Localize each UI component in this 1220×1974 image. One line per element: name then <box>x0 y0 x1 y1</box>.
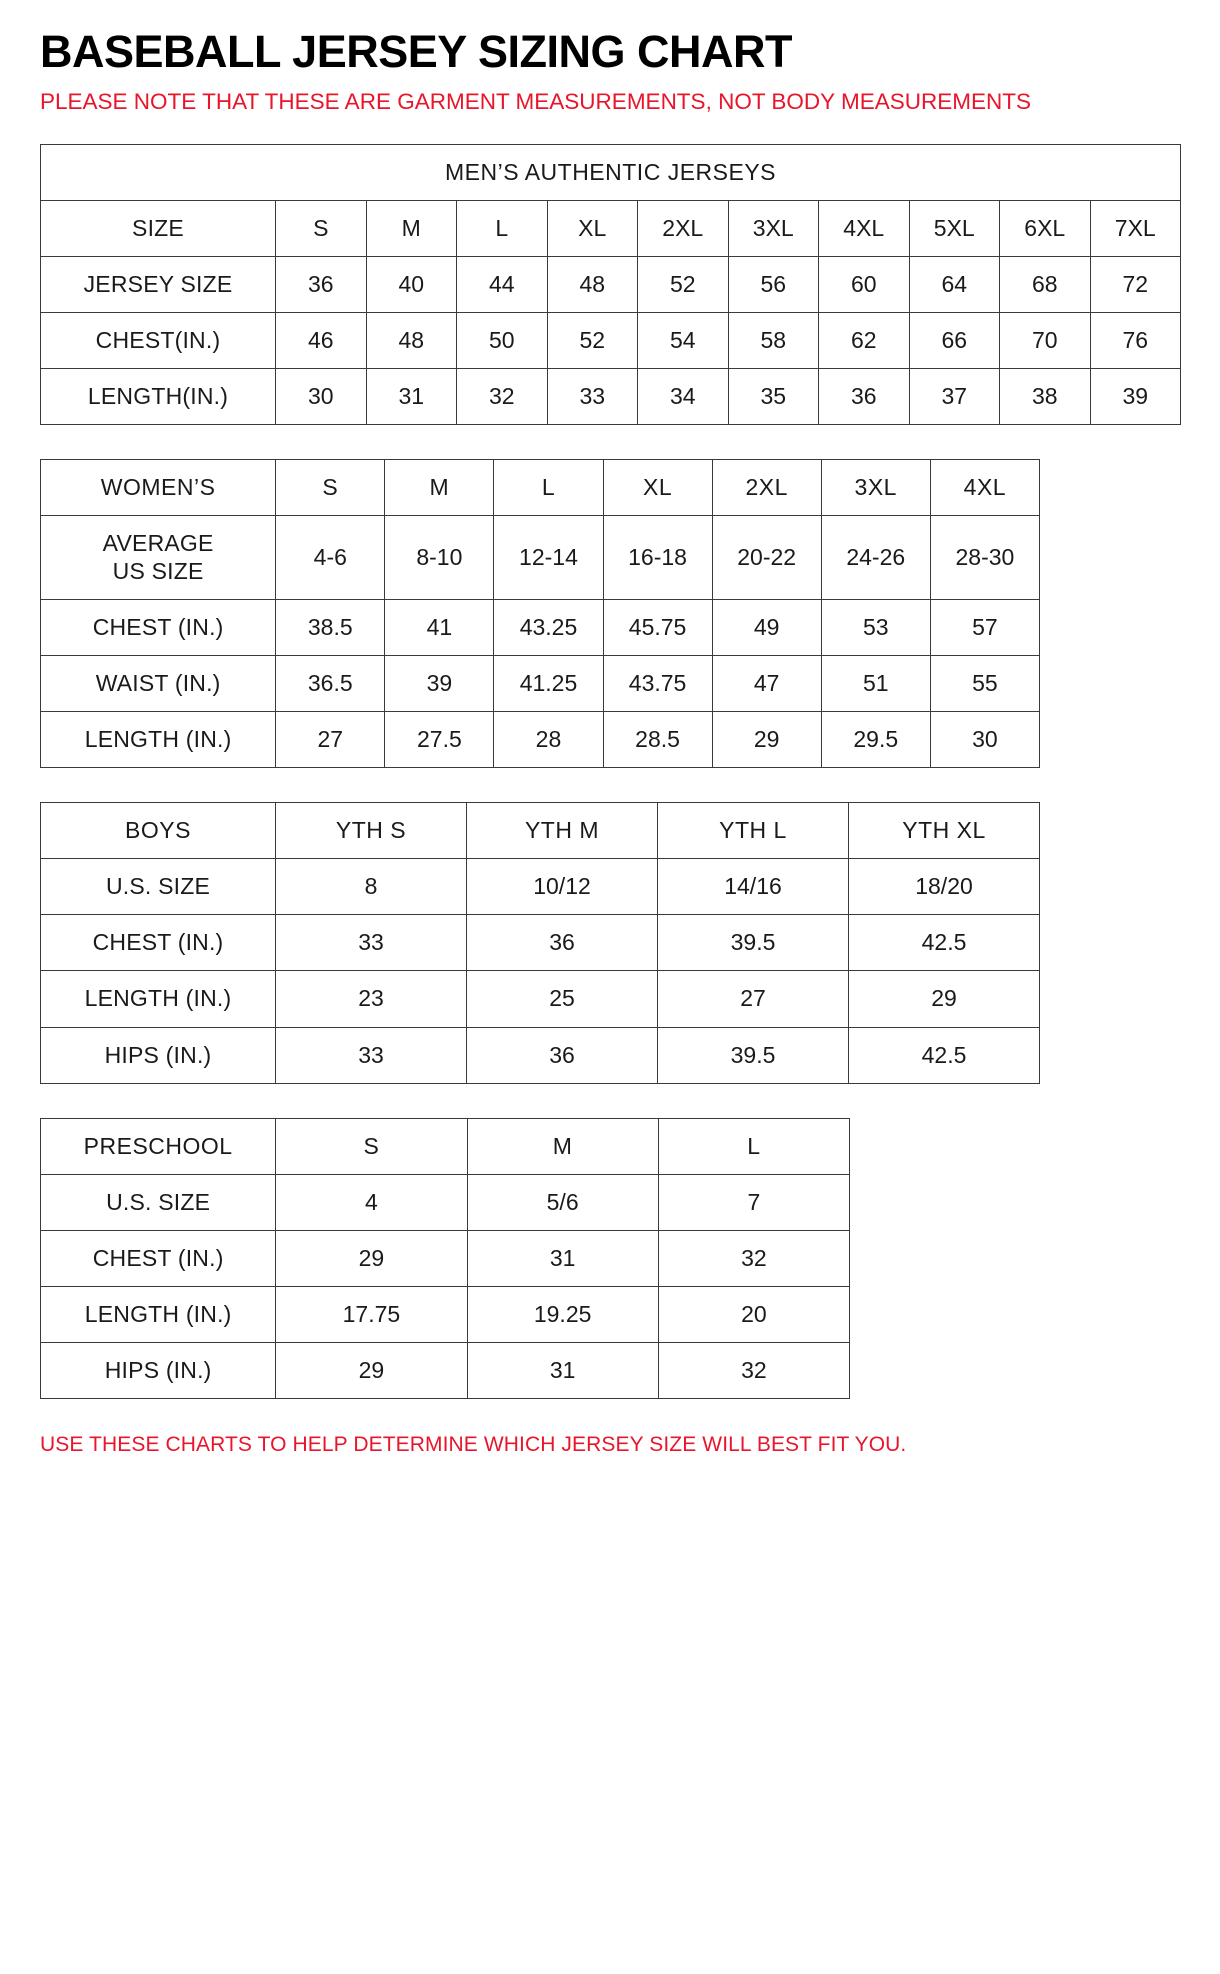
boys-label: BOYS <box>41 803 276 859</box>
cell: 14/16 <box>658 859 849 915</box>
womens-size-2xl: 2XL <box>712 460 821 516</box>
cell: 62 <box>819 313 910 369</box>
cell: 52 <box>638 256 729 312</box>
cell: 25 <box>467 971 658 1027</box>
boys-size-yth-m: YTH M <box>467 803 658 859</box>
womens-size-3xl: 3XL <box>821 460 930 516</box>
cell: 7 <box>658 1174 849 1230</box>
cell: 34 <box>638 369 729 425</box>
cell: 53 <box>821 599 930 655</box>
cell: 72 <box>1090 256 1181 312</box>
cell: 30 <box>276 369 367 425</box>
cell: 36 <box>276 256 367 312</box>
preschool-row-label-chest: CHEST (IN.) <box>41 1230 276 1286</box>
table-row <box>41 971 1040 1027</box>
boys-row-label-chest: CHEST (IN.) <box>41 915 276 971</box>
cell: 37 <box>909 369 1000 425</box>
cell: 36 <box>467 1027 658 1083</box>
footer-note: USE THESE CHARTS TO HELP DETERMINE WHICH JERSEY SIZE WILL BEST FIT YOU. <box>40 1433 907 1457</box>
table-row <box>41 599 1040 655</box>
cell: 12-14 <box>494 516 603 599</box>
preschool-size-l: L <box>658 1118 849 1174</box>
mens-table-banner: MEN’S AUTHENTIC JERSEYS <box>41 144 1181 200</box>
cell: 27.5 <box>385 711 494 767</box>
mens-size-2xl: 2XL <box>638 200 729 256</box>
cell: 35 <box>728 369 819 425</box>
boys-size-yth-xl: YTH XL <box>849 803 1040 859</box>
table-row <box>41 313 1181 369</box>
cell: 46 <box>276 313 367 369</box>
cell: 47 <box>712 655 821 711</box>
womens-size-4xl: 4XL <box>930 460 1039 516</box>
womens-size-s: S <box>276 460 385 516</box>
preschool-header-row <box>41 1118 850 1174</box>
cell: 23 <box>276 971 467 1027</box>
cell: 42.5 <box>849 1027 1040 1083</box>
cell: 41.25 <box>494 655 603 711</box>
cell: 60 <box>819 256 910 312</box>
table-row <box>41 915 1040 971</box>
cell: 28 <box>494 711 603 767</box>
cell: 52 <box>547 313 638 369</box>
cell: 29 <box>712 711 821 767</box>
table-row <box>41 369 1181 425</box>
cell: 70 <box>1000 313 1091 369</box>
cell: 40 <box>366 256 457 312</box>
cell: 27 <box>276 711 385 767</box>
womens-label: WOMEN’S <box>41 460 276 516</box>
cell: 45.75 <box>603 599 712 655</box>
cell: 20 <box>658 1287 849 1343</box>
cell: 31 <box>467 1230 658 1286</box>
cell: 56 <box>728 256 819 312</box>
cell: 38 <box>1000 369 1091 425</box>
cell: 36.5 <box>276 655 385 711</box>
cell: 32 <box>457 369 548 425</box>
boys-row-label-length: LENGTH (IN.) <box>41 971 276 1027</box>
mens-size-header-row <box>41 200 1181 256</box>
cell: 19.25 <box>467 1287 658 1343</box>
table-row <box>41 859 1040 915</box>
table-row <box>41 655 1040 711</box>
womens-row-label-line1: AVERAGE <box>102 530 214 557</box>
cell: 10/12 <box>467 859 658 915</box>
boys-row-label-hips: HIPS (IN.) <box>41 1027 276 1083</box>
cell: 42.5 <box>849 915 1040 971</box>
mens-size-5xl: 5XL <box>909 200 1000 256</box>
cell: 20-22 <box>712 516 821 599</box>
cell: 24-26 <box>821 516 930 599</box>
mens-size-l: L <box>457 200 548 256</box>
cell: 39.5 <box>658 1027 849 1083</box>
mens-size-3xl: 3XL <box>728 200 819 256</box>
cell: 36 <box>467 915 658 971</box>
cell: 17.75 <box>276 1287 467 1343</box>
mens-table-banner-row <box>41 144 1181 200</box>
cell: 33 <box>276 915 467 971</box>
womens-sizing-table <box>40 459 1040 768</box>
cell: 32 <box>658 1343 849 1399</box>
cell: 8 <box>276 859 467 915</box>
cell: 51 <box>821 655 930 711</box>
cell: 32 <box>658 1230 849 1286</box>
cell: 31 <box>366 369 457 425</box>
cell: 55 <box>930 655 1039 711</box>
mens-size-4xl: 4XL <box>819 200 910 256</box>
cell: 4-6 <box>276 516 385 599</box>
cell: 48 <box>547 256 638 312</box>
table-row <box>41 516 1040 599</box>
cell: 50 <box>457 313 548 369</box>
table-row <box>41 1230 850 1286</box>
cell: 39 <box>1090 369 1181 425</box>
womens-row-label-average-us-size <box>41 516 276 599</box>
mens-row-label-length: LENGTH(IN.) <box>41 369 276 425</box>
womens-row-label-line2: US SIZE <box>112 557 204 584</box>
womens-row-label-waist: WAIST (IN.) <box>41 655 276 711</box>
cell: 49 <box>712 599 821 655</box>
boys-sizing-table <box>40 802 1040 1084</box>
table-row <box>41 256 1181 312</box>
table-row <box>41 1174 850 1230</box>
cell: 29 <box>276 1230 467 1286</box>
mens-size-label: SIZE <box>41 200 276 256</box>
cell: 5/6 <box>467 1174 658 1230</box>
womens-size-m: M <box>385 460 494 516</box>
cell: 39 <box>385 655 494 711</box>
cell: 54 <box>638 313 729 369</box>
boys-size-yth-s: YTH S <box>276 803 467 859</box>
preschool-row-label-length: LENGTH (IN.) <box>41 1287 276 1343</box>
preschool-sizing-table <box>40 1118 850 1400</box>
cell: 66 <box>909 313 1000 369</box>
cell: 33 <box>276 1027 467 1083</box>
mens-size-7xl: 7XL <box>1090 200 1181 256</box>
cell: 29 <box>276 1343 467 1399</box>
cell: 18/20 <box>849 859 1040 915</box>
cell: 33 <box>547 369 638 425</box>
cell: 38.5 <box>276 599 385 655</box>
preschool-row-label-us-size: U.S. SIZE <box>41 1174 276 1230</box>
cell: 16-18 <box>603 516 712 599</box>
mens-row-label-jersey-size: JERSEY SIZE <box>41 256 276 312</box>
table-row <box>41 1287 850 1343</box>
preschool-size-s: S <box>276 1118 467 1174</box>
cell: 29 <box>849 971 1040 1027</box>
womens-row-label-chest: CHEST (IN.) <box>41 599 276 655</box>
table-row <box>41 1027 1040 1083</box>
cell: 36 <box>819 369 910 425</box>
cell: 64 <box>909 256 1000 312</box>
mens-row-label-chest: CHEST(IN.) <box>41 313 276 369</box>
cell: 41 <box>385 599 494 655</box>
garment-measurement-note: PLEASE NOTE THAT THESE ARE GARMENT MEASUREMENTS, NOT BODY MEASUREMENTS <box>40 89 1032 115</box>
mens-size-m: M <box>366 200 457 256</box>
cell: 48 <box>366 313 457 369</box>
boys-size-yth-l: YTH L <box>658 803 849 859</box>
preschool-row-label-hips: HIPS (IN.) <box>41 1343 276 1399</box>
mens-size-xl: XL <box>547 200 638 256</box>
cell: 44 <box>457 256 548 312</box>
womens-header-row <box>41 460 1040 516</box>
cell: 39.5 <box>658 915 849 971</box>
cell: 29.5 <box>821 711 930 767</box>
preschool-label: PRESCHOOL <box>41 1118 276 1174</box>
womens-size-l: L <box>494 460 603 516</box>
cell: 76 <box>1090 313 1181 369</box>
cell: 57 <box>930 599 1039 655</box>
cell: 28.5 <box>603 711 712 767</box>
mens-size-s: S <box>276 200 367 256</box>
cell: 8-10 <box>385 516 494 599</box>
mens-sizing-table <box>40 144 1181 426</box>
boys-header-row <box>41 803 1040 859</box>
womens-row-label-length: LENGTH (IN.) <box>41 711 276 767</box>
cell: 30 <box>930 711 1039 767</box>
boys-row-label-us-size: U.S. SIZE <box>41 859 276 915</box>
cell: 68 <box>1000 256 1091 312</box>
cell: 4 <box>276 1174 467 1230</box>
cell: 43.75 <box>603 655 712 711</box>
mens-size-6xl: 6XL <box>1000 200 1091 256</box>
table-row <box>41 711 1040 767</box>
preschool-size-m: M <box>467 1118 658 1174</box>
table-row <box>41 1343 850 1399</box>
cell: 43.25 <box>494 599 603 655</box>
cell: 27 <box>658 971 849 1027</box>
cell: 31 <box>467 1343 658 1399</box>
womens-size-xl: XL <box>603 460 712 516</box>
page-title: BASEBALL JERSEY SIZING CHART <box>40 26 792 77</box>
cell: 58 <box>728 313 819 369</box>
cell: 28-30 <box>930 516 1039 599</box>
